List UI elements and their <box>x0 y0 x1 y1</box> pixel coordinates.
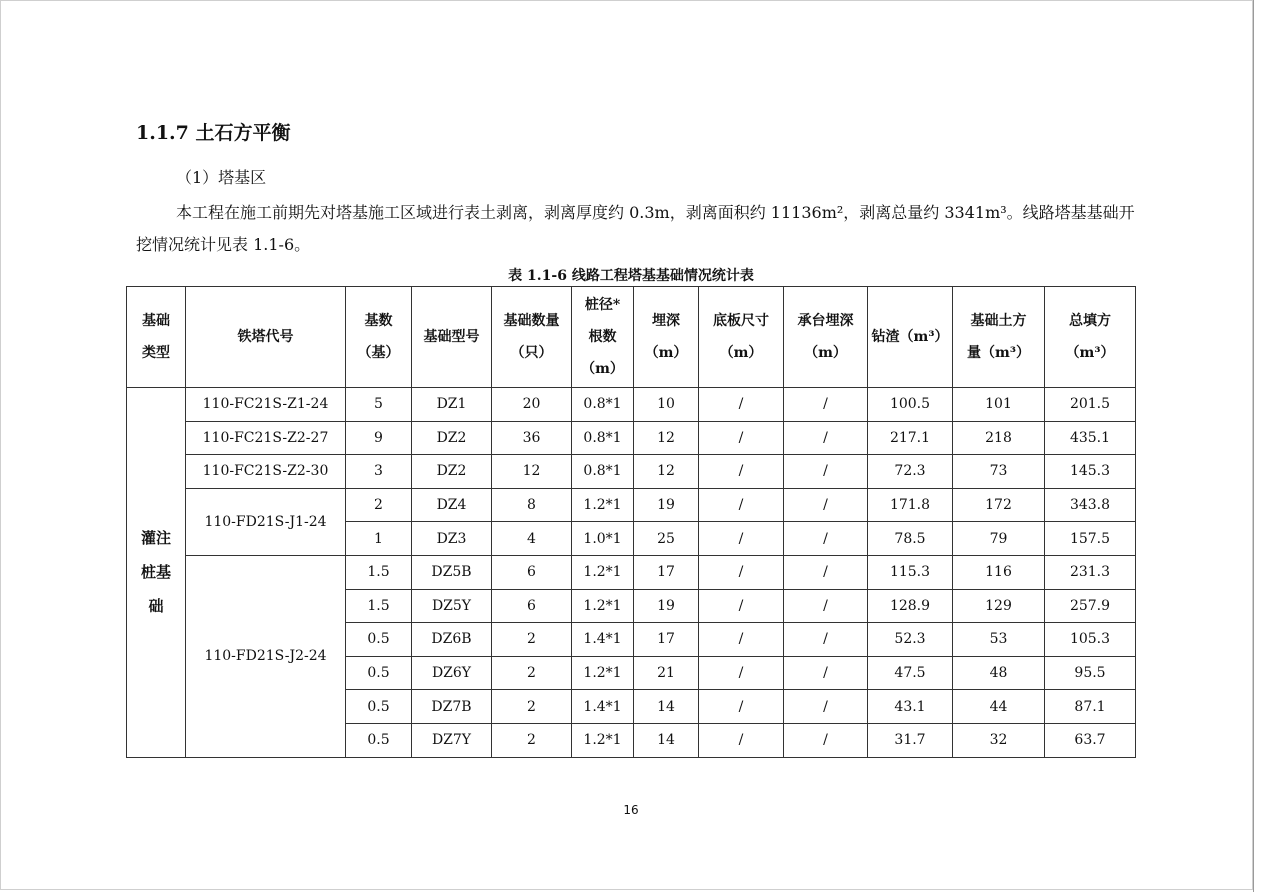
section-heading: 1.1.7 土石方平衡 <box>136 122 291 144</box>
table-cell: 31.7 <box>868 723 953 757</box>
page-number: 16 <box>623 803 639 817</box>
header-line: 桩径* <box>584 297 621 313</box>
table-cell: 87.1 <box>1045 690 1136 724</box>
table-cell: 14 <box>634 690 699 724</box>
header-line: 底板尺寸 <box>713 313 769 329</box>
table-cell: 1.5 <box>346 555 412 589</box>
table-cell: 72.3 <box>868 455 953 489</box>
table-cell: 1.2*1 <box>572 589 634 623</box>
table-cell: 0.8*1 <box>572 421 634 455</box>
table-cell: 43.1 <box>868 690 953 724</box>
table-header-row <box>127 287 1136 388</box>
table-row <box>127 388 1136 422</box>
table-cell: 1.2*1 <box>572 555 634 589</box>
header-line: 基础 <box>142 313 170 329</box>
table-cell: 52.3 <box>868 623 953 657</box>
table-cell: DZ3 <box>412 522 492 556</box>
table-cell: 172 <box>953 488 1045 522</box>
table-cell: 171.8 <box>868 488 953 522</box>
table-cell: 100.5 <box>868 388 953 422</box>
table-cell: 14 <box>634 723 699 757</box>
table-cell: 5 <box>346 388 412 422</box>
table-cell: 128.9 <box>868 589 953 623</box>
header-line: 承台埋深 <box>797 313 854 329</box>
table-cell: 0.5 <box>346 723 412 757</box>
table-cell: 157.5 <box>1045 522 1136 556</box>
header-line: （m） <box>644 345 688 361</box>
table-body <box>127 388 1136 758</box>
table-cell: DZ1 <box>412 388 492 422</box>
table-cell: DZ5Y <box>412 589 492 623</box>
table-cell: / <box>784 623 868 657</box>
table-cell: 12 <box>492 455 572 489</box>
table-cell: / <box>784 488 868 522</box>
table-cell: DZ2 <box>412 455 492 489</box>
table-cell: 0.8*1 <box>572 455 634 489</box>
table-cell: / <box>784 388 868 422</box>
table-cell: / <box>699 522 784 556</box>
scroll-edge-rule <box>1253 0 1254 892</box>
tower-code-cell: 110-FD21S-J1-24 <box>186 488 346 555</box>
table-row <box>127 555 1136 589</box>
table-cell: 1.2*1 <box>572 723 634 757</box>
table-cell: DZ7Y <box>412 723 492 757</box>
table-cell: DZ5B <box>412 555 492 589</box>
table-cell: 63.7 <box>1045 723 1136 757</box>
table-cell: DZ6Y <box>412 656 492 690</box>
table-row <box>127 488 1136 522</box>
table-cell: 1.0*1 <box>572 522 634 556</box>
table-cell: 12 <box>634 455 699 489</box>
table-cell: / <box>784 421 868 455</box>
table-cell: 145.3 <box>1045 455 1136 489</box>
header-line: 基础土方 <box>970 313 1027 329</box>
header-line: 根数 <box>588 329 617 345</box>
table-cell: 2 <box>492 723 572 757</box>
header-cell <box>634 287 699 388</box>
foundation-type-line: 础 <box>148 597 164 616</box>
header-cell <box>784 287 868 388</box>
header-line: （m） <box>719 345 763 361</box>
table-cell: 36 <box>492 421 572 455</box>
table-cell: 19 <box>634 589 699 623</box>
table-cell: DZ4 <box>412 488 492 522</box>
header-cell <box>492 287 572 388</box>
table-cell: 9 <box>346 421 412 455</box>
table-cell: 0.5 <box>346 623 412 657</box>
table-cell: 116 <box>953 555 1045 589</box>
header-line: 钻渣（m³） <box>871 329 949 345</box>
table-cell: 2 <box>492 623 572 657</box>
tower-code-cell: 110-FD21S-J2-24 <box>186 555 346 757</box>
table-cell: / <box>784 690 868 724</box>
table-cell: 2 <box>492 656 572 690</box>
foundation-type-line: 灌注 <box>140 529 171 548</box>
table-cell: / <box>784 723 868 757</box>
tower-code-cell: 110-FC21S-Z2-27 <box>186 421 346 455</box>
header-line: 总填方 <box>1069 313 1111 329</box>
table-cell: 435.1 <box>1045 421 1136 455</box>
header-cell <box>572 287 634 388</box>
table-cell: 44 <box>953 690 1045 724</box>
table-row <box>127 421 1136 455</box>
table-cell: 1.2*1 <box>572 656 634 690</box>
table-cell: 1.5 <box>346 589 412 623</box>
foundation-type-line: 桩基 <box>140 563 171 582</box>
table-cell: 6 <box>492 555 572 589</box>
table-cell: 48 <box>953 656 1045 690</box>
table-cell: 8 <box>492 488 572 522</box>
table-row <box>127 455 1136 489</box>
header-line: 量（m³） <box>967 345 1030 361</box>
table-cell: 20 <box>492 388 572 422</box>
header-cell <box>186 287 346 388</box>
table-cell: / <box>784 522 868 556</box>
table-cell: 343.8 <box>1045 488 1136 522</box>
header-cell <box>1045 287 1136 388</box>
table-cell: 79 <box>953 522 1045 556</box>
table-cell: 53 <box>953 623 1045 657</box>
table-cell: 17 <box>634 555 699 589</box>
table-cell: 105.3 <box>1045 623 1136 657</box>
table-cell: 2 <box>346 488 412 522</box>
table-cell: 0.8*1 <box>572 388 634 422</box>
table-cell: 78.5 <box>868 522 953 556</box>
header-cell <box>953 287 1045 388</box>
header-line: 基础型号 <box>423 329 480 345</box>
table-cell: DZ6B <box>412 623 492 657</box>
table-cell: 1 <box>346 522 412 556</box>
header-line: 埋深 <box>652 313 680 329</box>
table-cell: DZ2 <box>412 421 492 455</box>
table-cell: / <box>699 723 784 757</box>
table-cell: / <box>699 690 784 724</box>
table-caption: 表 1.1-6 线路工程塔基基础情况统计表 <box>508 268 754 284</box>
table-cell: 10 <box>634 388 699 422</box>
table-cell: 257.9 <box>1045 589 1136 623</box>
table-cell: / <box>784 656 868 690</box>
table-cell: 21 <box>634 656 699 690</box>
header-line: （m） <box>804 345 847 361</box>
table-cell: 0.5 <box>346 656 412 690</box>
header-line: （基） <box>357 345 400 361</box>
tower-foundation-table <box>126 286 1136 758</box>
table-cell: 1.2*1 <box>572 488 634 522</box>
table-cell: 47.5 <box>868 656 953 690</box>
table-cell: 2 <box>492 690 572 724</box>
table-cell: 101 <box>953 388 1045 422</box>
table-cell: 1.4*1 <box>572 623 634 657</box>
table-cell: 25 <box>634 522 699 556</box>
header-line: （只） <box>510 345 553 361</box>
table-cell: 6 <box>492 589 572 623</box>
header-line: 类型 <box>142 345 170 361</box>
table-cell: / <box>699 455 784 489</box>
table-cell: 115.3 <box>868 555 953 589</box>
table-cell: 12 <box>634 421 699 455</box>
table-cell: / <box>784 555 868 589</box>
table-cell: / <box>699 421 784 455</box>
table-cell: 0.5 <box>346 690 412 724</box>
table-cell: / <box>699 388 784 422</box>
table-cell: 4 <box>492 522 572 556</box>
table-cell: 217.1 <box>868 421 953 455</box>
header-cell <box>346 287 412 388</box>
header-line: （m） <box>581 361 624 377</box>
tower-code-cell: 110-FC21S-Z2-30 <box>186 455 346 489</box>
header-cell <box>699 287 784 388</box>
table-cell: / <box>699 623 784 657</box>
header-cell <box>412 287 492 388</box>
table-cell: 73 <box>953 455 1045 489</box>
table-cell: 32 <box>953 723 1045 757</box>
table-cell: 1.4*1 <box>572 690 634 724</box>
table-cell: 19 <box>634 488 699 522</box>
body-paragraph: 本工程在施工前期先对塔基施工区域进行表土剥离，剥离厚度约 0.3m，剥离面积约 11136m²，剥离总量约 3341m³。线路塔基基础开挖情况统计见表 1.1-6。 <box>136 203 1135 254</box>
table-cell: / <box>784 455 868 489</box>
header-line: 基数 <box>364 313 393 329</box>
table-cell: 95.5 <box>1045 656 1136 690</box>
table-cell: / <box>699 656 784 690</box>
header-line: 铁塔代号 <box>237 329 294 345</box>
header-cell <box>868 287 953 388</box>
table-cell: DZ7B <box>412 690 492 724</box>
header-line: （m³） <box>1065 345 1115 361</box>
header-line: 基础数量 <box>503 313 560 329</box>
table-cell: / <box>699 589 784 623</box>
header-cell <box>127 287 186 388</box>
tower-code-cell: 110-FC21S-Z1-24 <box>186 388 346 422</box>
sub-heading: （1）塔基区 <box>176 168 267 187</box>
table-cell: 218 <box>953 421 1045 455</box>
foundation-type-cell <box>127 388 186 758</box>
table-cell: / <box>784 589 868 623</box>
table-cell: 231.3 <box>1045 555 1136 589</box>
table-cell: 3 <box>346 455 412 489</box>
table-cell: 129 <box>953 589 1045 623</box>
table-cell: / <box>699 488 784 522</box>
table-cell: 201.5 <box>1045 388 1136 422</box>
table-cell: / <box>699 555 784 589</box>
table-cell: 17 <box>634 623 699 657</box>
